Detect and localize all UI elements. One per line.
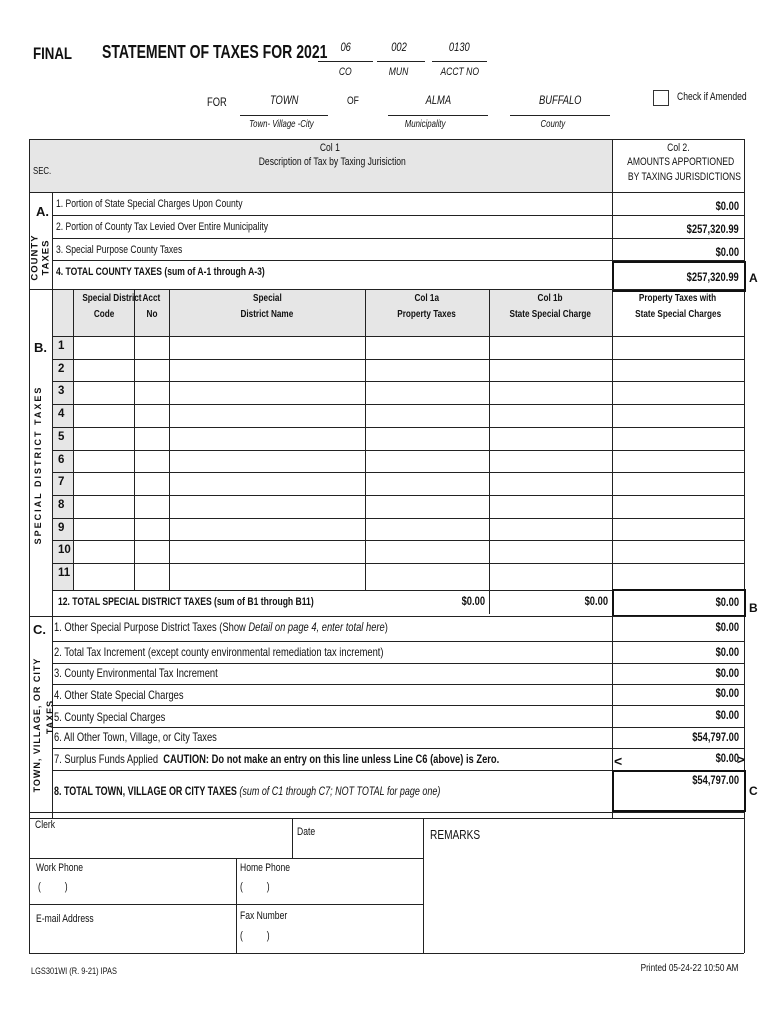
mun-label: MUN [389, 66, 409, 78]
form-id: LGS301WI (R. 9-21) IPAS [31, 966, 117, 977]
municipality-label: Municipality [404, 119, 446, 130]
col1-title: Col 1 [319, 142, 341, 154]
section-b-row-number: 3 [58, 385, 65, 398]
section-a-row-2-label: 2. Portion of County Tax Levied Over Entire Municipality [56, 221, 269, 233]
acct-value: 0130 [449, 40, 470, 54]
section-b-row-divider [52, 495, 744, 496]
section-c-row-4-amount: $0.00 [715, 686, 739, 700]
section-c-side-label-2: TAXES [45, 699, 55, 735]
section-c-letter: C. [33, 622, 46, 637]
section-c-row-6-label: 6. All Other Town, Village, or City Taxes [54, 730, 217, 744]
co-label: CO [339, 66, 352, 78]
section-a-row-1-amount: $0.00 [715, 199, 739, 213]
amended-checkbox[interactable] [653, 90, 669, 106]
section-c-total-amount: $54,797.00 [692, 773, 739, 787]
section-b-row-number: 6 [58, 453, 65, 466]
section-b-total-col1b: $0.00 [584, 594, 608, 608]
municipality-value[interactable]: ALMA [425, 93, 451, 107]
section-b-row-divider [52, 518, 744, 519]
section-b-letter: B. [34, 340, 47, 355]
section-c-row-3-amount: $0.00 [715, 666, 739, 680]
section-b-row-divider [52, 359, 744, 360]
section-c-row-5-amount: $0.00 [715, 708, 739, 722]
printed-timestamp: Printed 05-24-22 10:50 AM [640, 962, 738, 974]
b-header-col2-1: Property Taxes with [639, 292, 717, 304]
section-b-row-divider [52, 450, 744, 451]
section-b-row-number: 9 [58, 521, 65, 534]
mun-value: 002 [391, 40, 407, 54]
b-header-code-2: Code [93, 308, 115, 320]
section-c-row-4-label: 4. Other State Special Charges [54, 688, 184, 702]
section-b-row-number: 10 [58, 544, 71, 557]
page-title: STATEMENT OF TAXES FOR 2021 [102, 42, 328, 62]
b-header-name-2: District Name [240, 308, 294, 320]
section-b-row-divider [52, 563, 744, 564]
remarks-label: REMARKS [430, 827, 481, 842]
section-b-row-divider [52, 540, 744, 541]
section-a-row-2-amount: $257,320.99 [686, 222, 739, 236]
clerk-label: Clerk [35, 819, 56, 831]
col1-desc: Description of Tax by Taxing Jurisiction [258, 156, 406, 168]
col2-line1: AMOUNTS APPORTIONED [627, 156, 735, 168]
b-header-name-1: Special [252, 292, 282, 304]
section-c-row-7-lt: < [614, 753, 623, 769]
section-b-row-divider [52, 381, 744, 382]
home-phone-field[interactable]: ( ) [240, 881, 270, 893]
fax-label: Fax Number [240, 910, 288, 922]
b-header-col2-2: State Special Charges [634, 308, 722, 320]
b-header-col1b-1: Col 1b [537, 292, 564, 304]
section-c-row-7-amount: $0.00 [715, 751, 739, 765]
col2-line2: BY TAXING JURISDICTIONS [627, 171, 741, 183]
section-c-row-7-label: 7. Surplus Funds Applied CAUTION: Do not make an entry on this line unless Line C6 (above) is Zero. [54, 752, 500, 766]
county-label: County [540, 119, 566, 130]
section-c-row-1-label: 1. Other Special Purpose District Taxes (Show Detail on page 4, enter total here) [54, 620, 388, 634]
section-b-side-label: SPECIAL DISTRICT TAXES [33, 385, 43, 545]
section-b-row-number: 1 [58, 340, 65, 352]
section-c-row-5-label: 5. County Special Charges [54, 710, 166, 724]
section-a-row-3-label: 3. Special Purpose County Taxes [56, 244, 183, 256]
work-phone-field[interactable]: ( ) [38, 881, 68, 893]
section-b-row-number: 4 [58, 408, 65, 421]
section-a-total-amount: $257,320.99 [686, 270, 739, 284]
b-header-col1a-1: Col 1a [414, 292, 440, 304]
co-value: 06 [340, 40, 351, 54]
section-c-total-label: 8. TOTAL TOWN, VILLAGE OR CITY TAXES (sum of C1 through C7; NOT TOTAL for page one) [54, 786, 441, 798]
section-a-side-label-2: TAXES [40, 239, 52, 276]
section-a-side-label-1: COUNTY [29, 234, 41, 281]
final-label: FINAL [33, 44, 73, 63]
section-a-letter: A. [36, 204, 49, 219]
section-c-row-3-label: 3. County Environmental Tax Increment [54, 666, 218, 680]
section-a-row-1-label: 1. Portion of State Special Charges Upon County [56, 198, 243, 210]
section-b-total-amount: $0.00 [715, 595, 739, 609]
home-phone-label: Home Phone [240, 862, 291, 874]
email-label: E-mail Address [36, 913, 94, 925]
section-b-row-number: 11 [58, 567, 71, 579]
section-b-row-number: 5 [58, 430, 65, 443]
b-header-code-1: Special District [82, 292, 142, 304]
section-b-row-number: 7 [58, 476, 65, 489]
section-b-total-label: 12. TOTAL SPECIAL DISTRICT TAXES (sum of B1 through B11) [58, 596, 314, 608]
b-header-col1b-2: State Special Charge [509, 308, 592, 320]
section-b-row-divider [52, 427, 744, 428]
type-value[interactable]: TOWN [269, 93, 299, 107]
b-header-col1a-2: Property Taxes [397, 308, 457, 320]
col2-title: Col 2. [666, 142, 690, 154]
section-c-marker: C [749, 784, 758, 798]
section-b-row-divider [52, 472, 744, 473]
section-c-row-2-label: 2. Total Tax Increment (except county environmental remediation tax increment) [54, 645, 384, 659]
section-c-row-7-gt: > [737, 752, 745, 767]
section-b-row-number: 8 [58, 498, 65, 511]
amended-label: Check if Amended [677, 91, 747, 103]
section-b-row-number: 2 [58, 362, 65, 375]
section-b-marker: B [749, 601, 758, 615]
section-c-row-1-amount: $0.00 [715, 620, 739, 634]
section-a-total-label: 4. TOTAL COUNTY TAXES (sum of A-1 through A-3) [56, 266, 265, 278]
work-phone-label: Work Phone [36, 862, 84, 874]
of-label: OF [347, 95, 359, 107]
b-header-acct-2: No [146, 308, 157, 320]
county-value[interactable]: BUFFALO [538, 93, 582, 107]
section-a-row-3-amount: $0.00 [715, 245, 739, 259]
section-c-row-2-amount: $0.00 [715, 645, 739, 659]
section-a-marker: A [749, 271, 758, 285]
section-b-row-divider [52, 404, 744, 405]
acct-label: ACCT NO [440, 66, 479, 78]
sec-header: SEC. [33, 166, 52, 177]
section-c-side-label-1: TOWN, VILLAGE, OR CITY [32, 657, 42, 793]
fax-field[interactable]: ( ) [240, 930, 270, 942]
section-c-row-6-amount: $54,797.00 [692, 730, 739, 744]
section-b-total-col1a: $0.00 [461, 594, 485, 608]
date-label: Date [297, 826, 316, 838]
b-header-acct-1: Acct [142, 292, 161, 304]
for-label: FOR [207, 95, 227, 109]
type-label: Town- Village -City [249, 119, 314, 130]
